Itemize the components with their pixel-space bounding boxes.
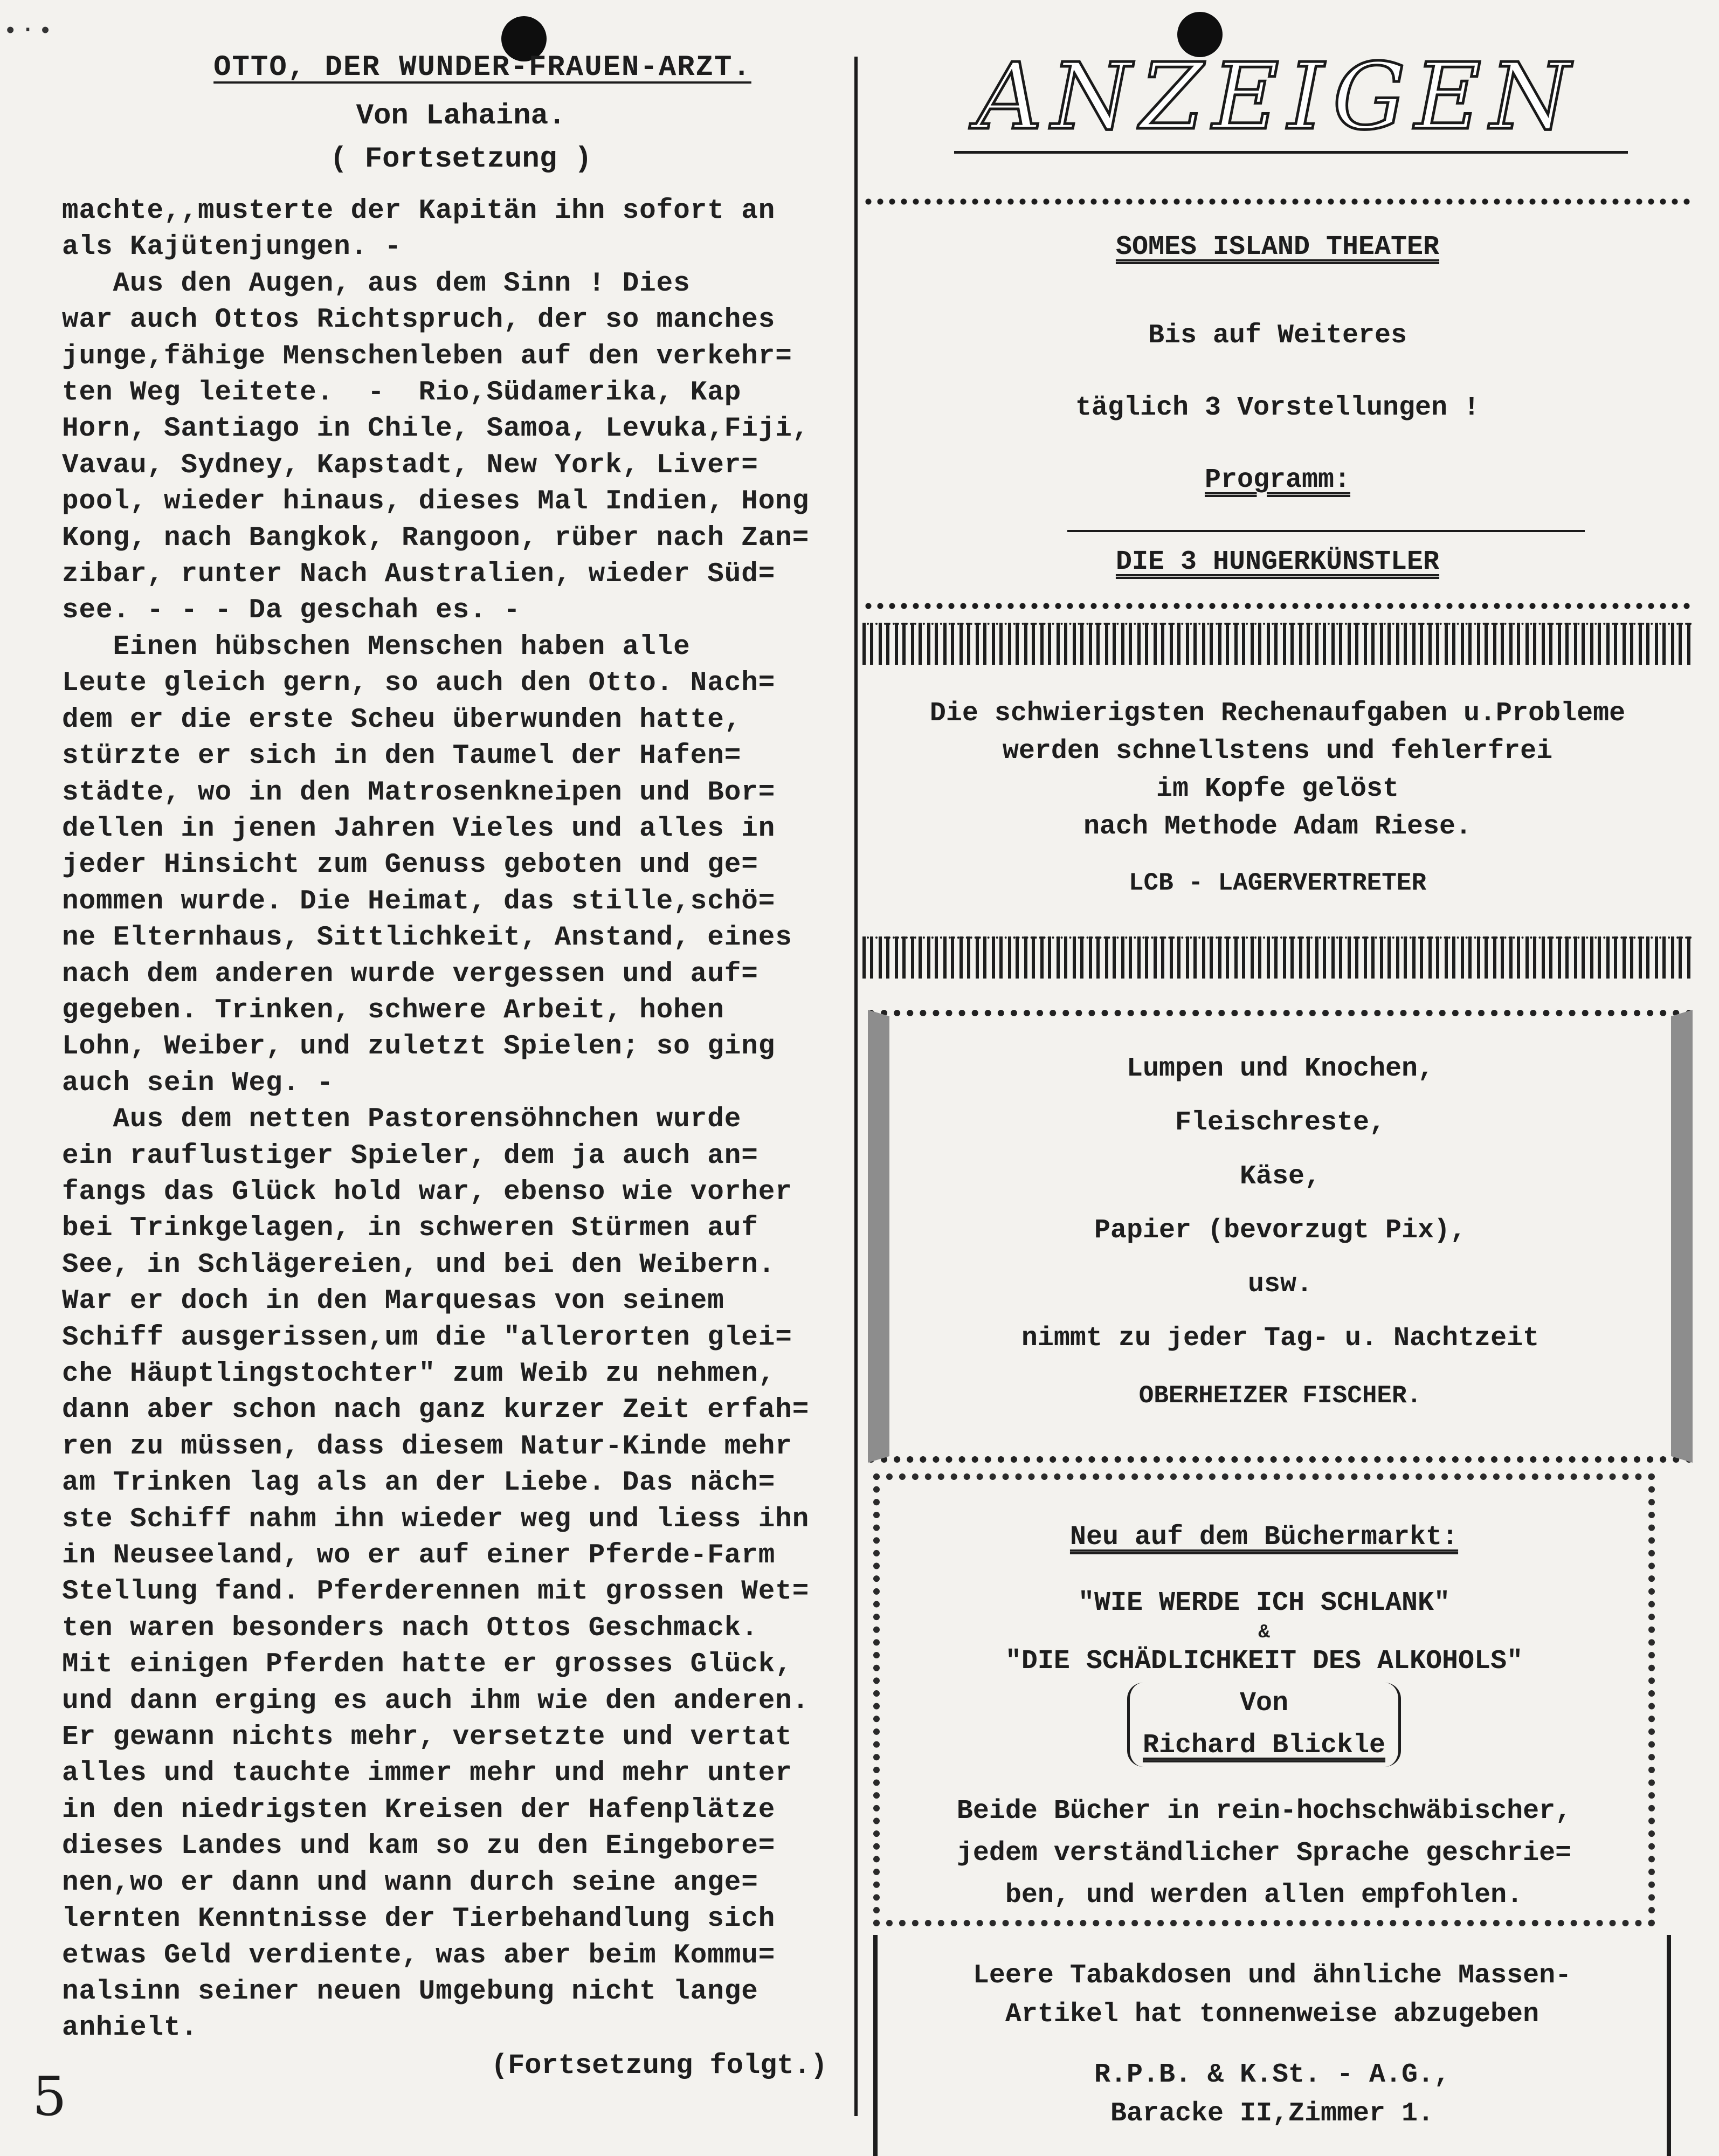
books-heading: Neu auf dem Büchermarkt: [1069, 1522, 1459, 1553]
ads-column [862, 43, 1693, 2156]
story-line: nach dem anderen wurde vergessen und auf= [62, 959, 758, 990]
theater-line1: Bis auf Weiteres [1148, 320, 1407, 351]
story-continuation: ( Fortsetzung ) [329, 143, 592, 176]
story-line: Aus dem netten Pastorensöhnchen wurde [62, 1104, 742, 1135]
story-line: stürzte er sich in den Taumel der Hafen= [62, 741, 742, 772]
story-line: che Häuptlingstochter" zum Weib zu nehmen, [62, 1359, 776, 1389]
story-line: städte, wo in den Matrosenkneipen und Bor= [62, 777, 776, 808]
story-line: fangs das Glück hold war, ebenso wie vorher [62, 1176, 792, 1208]
story-line: Vavau, Sydney, Kapstadt, New York, Liver= [62, 450, 758, 481]
program-rule [1067, 530, 1585, 532]
story-line: pool, wieder hinaus, dieses Mal Indien, Hong [62, 486, 810, 518]
books-desc-line: ben, und werden allen empfohlen. [1005, 1880, 1523, 1911]
story-line: Schiff ausgerissen,um die "allerorten glei= [62, 1322, 792, 1353]
heading-rule [954, 151, 1628, 154]
story-line: als Kajütenjungen. - [62, 232, 402, 263]
story-line: see. - - - Da geschah es. - [62, 595, 521, 626]
story-line: Er gewann nichts mehr, versetzte und vertat [62, 1722, 792, 1753]
books-author: Richard Blickle [1142, 1730, 1386, 1761]
scrap-line: Lumpen und Knochen, [1126, 1053, 1434, 1084]
scrap-signature: OBERHEIZER FISCHER. [1138, 1382, 1422, 1410]
story-line: ren zu müssen, dass diesem Natur-Kinde mehr [62, 1431, 792, 1462]
story-column [62, 51, 860, 2085]
story-line: war auch Ottos Richtspruch, der so manches [62, 305, 776, 336]
story-line: anhielt. [62, 2013, 198, 2044]
story-line: dellen in jenen Jahren Vieles und alles in [62, 813, 776, 844]
column-divider [854, 57, 858, 2116]
story-line: zibar, runter Nach Australien, wieder Süd= [62, 559, 776, 590]
program-label: Programm: [1204, 465, 1351, 495]
story-end-note: (Fortsetzung folgt.) [491, 2049, 827, 2082]
theater-name: SOMES ISLAND THEATER [1115, 232, 1440, 263]
story-author: Von Lahaina. [356, 100, 566, 133]
scrap-line: nimmt zu jeder Tag- u. Nachtzeit [1021, 1323, 1539, 1354]
scrap-line: usw. [1247, 1269, 1313, 1300]
story-line: lernten Kenntnisse der Tierbehandlung sich [62, 1904, 776, 1935]
story-line: junge,fähige Menschenleben auf den verkehr= [62, 341, 792, 372]
tins-ad [862, 1935, 1693, 2156]
story-line: Stellung fand. Pferderennen mit grossen Wet= [62, 1576, 810, 1608]
story-line: bei Trinkgelagen, in schweren Stürmen auf [62, 1213, 758, 1244]
tins-line: Artikel hat tonnenweise abzugeben [1005, 1999, 1539, 2030]
books-ampersand: & [1258, 1621, 1270, 1643]
tins-address: Baracke II,Zimmer 1. [1110, 2098, 1434, 2129]
story-line: nalsinn seiner neuen Umgebung nicht lange [62, 1976, 758, 2007]
story-line: nen,wo er dann und wann durch seine ange= [62, 1867, 758, 1898]
story-line: ten Weg leitete. - Rio,Südamerika, Kap [62, 377, 742, 409]
story-line: See, in Schlägereien, und bei den Weibern. [62, 1249, 776, 1280]
story-line: dem er die erste Scheu überwunden hatte, [62, 704, 742, 735]
scrap-line: Käse, [1239, 1161, 1321, 1192]
story-body [62, 193, 860, 2047]
ads-heading: ANZEIGEN [976, 44, 1579, 150]
story-line: Horn, Santiago in Chile, Samoa, Levuka,Fiji, [62, 414, 810, 445]
math-line: Die schwierigsten Rechenaufgaben u.Probleme [929, 698, 1626, 729]
math-line: werden schnellstens und fehlerfrei [1002, 736, 1553, 767]
story-line: alles und tauchte immer mehr und mehr unter [62, 1758, 792, 1789]
spring-border [862, 936, 1693, 979]
scrap-line: Fleischreste, [1175, 1107, 1386, 1138]
story-title: OTTO, DER WUNDER-FRAUEN-ARZT. [213, 51, 751, 84]
story-line: nommen wurde. Die Heimat, das stille,schö= [62, 886, 776, 917]
story-line: Kong, nach Bangkok, Rangoon, rüber nach Zan= [62, 522, 810, 554]
story-line: am Trinken lag als an der Liebe. Das näch= [62, 1468, 776, 1499]
ink-smudge: •⋅• [3, 18, 56, 45]
math-line: nach Methode Adam Riese. [1083, 811, 1472, 842]
dotted-divider [862, 197, 1693, 206]
spring-border [862, 623, 1693, 665]
story-line: dann aber schon nach ganz kurzer Zeit erfah= [62, 1395, 810, 1426]
book-title-1: "WIE WERDE ICH SCHLANK" [1078, 1588, 1451, 1618]
dotted-divider [862, 601, 1693, 611]
story-line: ne Elternhaus, Sittlichkeit, Anstand, eines [62, 922, 792, 954]
tins-company: R.P.B. & K.St. - A.G., [1094, 2059, 1451, 2090]
story-line: War er doch in den Marquesas von seinem [62, 1286, 724, 1317]
story-line: und dann erging es auch ihm wie den anderen. [62, 1685, 810, 1717]
theater-ad [862, 228, 1693, 582]
story-line: in den niedrigsten Kreisen der Hafenplätze [62, 1794, 776, 1826]
book-title-2: "DIE SCHÄDLICHKEIT DES ALKOHOLS" [1005, 1646, 1523, 1677]
story-line: Leute gleich gern, so auch den Otto. Nach= [62, 668, 776, 699]
story-line: Einen hübschen Menschen haben alle [62, 631, 691, 663]
story-line: dieses Landes und kam so zu den Eingebore= [62, 1831, 776, 1862]
story-line: in Neuseeland, wo er auf einer Pferde-Farm [62, 1540, 776, 1572]
story-line: gegeben. Trinken, schwere Arbeit, hohen [62, 995, 724, 1026]
math-line: im Kopfe gelöst [1156, 774, 1399, 804]
story-line: auch sein Weg. - [62, 1067, 334, 1099]
story-line: Aus den Augen, aus dem Sinn ! Dies [62, 268, 691, 299]
story-line: Lohn, Weiber, und zuletzt Spielen; so ging [62, 1031, 776, 1063]
story-line: ste Schiff nahm ihn wieder weg und liess ihn [62, 1504, 810, 1535]
math-signature: LCB - LAGERVERTRETER [1128, 869, 1427, 897]
story-line: etwas Geld verdiente, was aber beim Kommu= [62, 1940, 776, 1971]
books-desc-line: jedem verständlicher Sprache geschrie= [956, 1838, 1572, 1869]
story-line: ten waren besonders nach Ottos Geschmack. [62, 1613, 758, 1644]
books-ad [862, 1473, 1693, 1926]
story-line: machte,,musterte der Kapitän ihn sofort an [62, 196, 776, 226]
program-title: DIE 3 HUNGERKÜNSTLER [1115, 547, 1440, 577]
story-line: ein rauflustiger Spieler, dem ja auch an= [62, 1140, 758, 1172]
story-line: jeder Hinsicht zum Genuss geboten und ge= [62, 850, 758, 881]
tins-line: Leere Tabakdosen und ähnliche Massen- [972, 1960, 1572, 1991]
theater-line2: täglich 3 Vorstellungen ! [1075, 392, 1480, 423]
books-by: Von [1239, 1688, 1288, 1719]
scrap-ad [862, 1010, 1693, 1463]
books-desc-line: Beide Bücher in rein-hochschwäbischer, [956, 1796, 1572, 1827]
math-ad [862, 695, 1693, 902]
scrap-line: Papier (bevorzugt Pix), [1094, 1215, 1467, 1246]
story-line: Mit einigen Pferden hatte er grosses Glück, [62, 1649, 792, 1680]
page-number: 5 [32, 2065, 67, 2128]
